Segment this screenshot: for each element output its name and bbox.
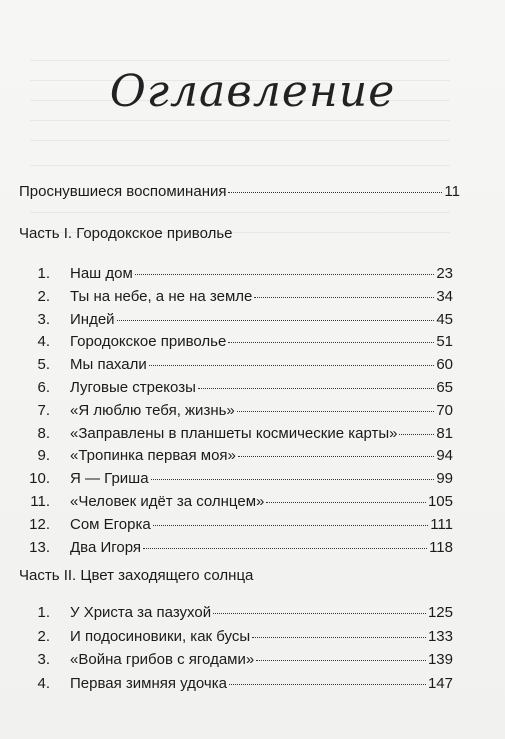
toc-entry[interactable] <box>0 265 505 289</box>
toc-entry[interactable] <box>0 356 505 380</box>
toc-entry[interactable] <box>0 675 505 699</box>
leader-dots <box>254 297 434 298</box>
leader-dots <box>151 479 435 480</box>
toc-entry-number: 2. <box>37 627 50 645</box>
toc-entry-number: 10. <box>29 470 50 488</box>
toc-entry-page: 118 <box>429 538 453 556</box>
toc-entry-page: 70 <box>436 401 453 419</box>
toc-entry-number: 4. <box>37 333 50 351</box>
toc-entry-label: «Тропинка первая моя» <box>70 447 236 465</box>
leader-dots <box>228 192 442 193</box>
part-heading: Часть I. Городокское приволье <box>19 225 233 242</box>
leader-dots <box>135 274 435 275</box>
toc-entry-label: Два Игоря <box>70 538 142 556</box>
leader-dots <box>213 613 426 614</box>
show-through-line <box>30 60 450 61</box>
leader-dots <box>256 660 426 661</box>
toc-entry-page: 147 <box>427 674 453 692</box>
toc-entry-label: Ты на небе, а не на земле <box>70 287 253 305</box>
toc-entry-number: 12. <box>29 515 50 533</box>
toc-entry-number: 6. <box>37 379 50 396</box>
toc-entry-page: 23 <box>436 265 453 282</box>
leader-dots <box>153 525 428 526</box>
toc-entry-page: 65 <box>436 379 453 396</box>
toc-entry-page: 81 <box>436 424 453 442</box>
toc-entry[interactable] <box>0 333 505 357</box>
toc-entry-intro[interactable] <box>0 183 505 207</box>
toc-entry-page: 105 <box>427 493 453 510</box>
toc-entry[interactable] <box>0 470 505 494</box>
show-through-line <box>30 140 450 141</box>
toc-entry[interactable] <box>0 651 505 675</box>
part-heading: Часть II. Цвет заходящего солнца <box>19 567 254 584</box>
toc-entry-label: Проснувшиеся воспоминания <box>19 183 227 200</box>
leader-dots <box>238 456 434 457</box>
toc-entry-number: 11. <box>30 493 50 510</box>
leader-dots <box>399 434 434 435</box>
toc-entry-number: 2. <box>37 287 50 305</box>
toc-entry[interactable] <box>0 447 505 471</box>
toc-entry-number: 3. <box>37 310 50 328</box>
leader-dots <box>143 548 427 549</box>
toc-entry-page: 11 <box>444 183 460 200</box>
toc-entry[interactable] <box>0 379 505 403</box>
toc-entry-label: «Война грибов с ягодами» <box>70 651 255 669</box>
toc-entry-page: 139 <box>427 651 453 669</box>
toc-entry-page: 94 <box>436 447 453 465</box>
toc-entry-number: 1. <box>37 604 50 621</box>
toc-entry-number: 9. <box>37 447 50 465</box>
page-title: Оглавление <box>109 66 396 117</box>
leader-dots <box>237 411 435 412</box>
toc-entry[interactable] <box>0 402 505 426</box>
show-through-line <box>30 120 450 121</box>
leader-dots <box>252 637 426 638</box>
toc-entry-number: 4. <box>37 674 50 692</box>
leader-dots <box>149 365 435 366</box>
toc-entry-page: 45 <box>436 310 453 328</box>
toc-entry-label: Первая зимняя удочка <box>70 674 227 692</box>
leader-dots <box>229 684 426 685</box>
leader-dots <box>228 342 434 343</box>
toc-entry[interactable] <box>0 604 505 628</box>
toc-entry[interactable] <box>0 311 505 335</box>
toc-entry[interactable] <box>0 425 505 449</box>
toc-entry[interactable] <box>0 516 505 540</box>
toc-entry-number: 1. <box>37 265 50 282</box>
toc-entry-label: Я — Гриша <box>70 470 149 488</box>
toc-entry-page: 51 <box>436 333 453 351</box>
toc-entry-label: Луговые стрекозы <box>70 379 196 396</box>
toc-entry-number: 7. <box>37 401 50 419</box>
show-through-line <box>30 165 450 166</box>
leader-dots <box>266 502 426 503</box>
toc-entry-page: 133 <box>427 627 453 645</box>
toc-entry-label: «Человек идёт за солнцем» <box>70 493 265 510</box>
toc-entry-label: Наш дом <box>70 265 133 282</box>
toc-entry-page: 125 <box>427 604 453 621</box>
toc-entry[interactable] <box>0 539 505 563</box>
toc-entry-label: Сом Егорка <box>70 515 151 533</box>
toc-entry-label: Индей <box>70 310 115 328</box>
toc-entry-label: Мы пахали <box>70 356 147 374</box>
toc-entry-label: «Я люблю тебя, жизнь» <box>70 401 235 419</box>
toc-entry[interactable] <box>0 288 505 312</box>
show-through-line <box>30 212 450 213</box>
toc-entry-page: 99 <box>436 470 453 488</box>
leader-dots <box>198 388 434 389</box>
toc-entry-label: Городокское приволье <box>70 333 227 351</box>
toc-entry-page: 60 <box>436 356 453 374</box>
toc-entry-label: «Заправлены в планшеты космические карты» <box>70 424 398 442</box>
toc-entry-label: У Христа за пазухой <box>70 604 212 621</box>
toc-entry-number: 3. <box>37 651 50 669</box>
toc-entry[interactable] <box>0 493 505 517</box>
toc-entry-number: 13. <box>29 538 50 556</box>
toc-entry-number: 5. <box>37 356 50 374</box>
toc-entry-label: И подосиновики, как бусы <box>70 627 251 645</box>
toc-entry-page: 34 <box>436 287 453 305</box>
toc-entry[interactable] <box>0 628 505 652</box>
toc-entry-number: 8. <box>37 424 50 442</box>
toc-entry-page: 111 <box>430 515 453 533</box>
leader-dots <box>117 320 435 321</box>
